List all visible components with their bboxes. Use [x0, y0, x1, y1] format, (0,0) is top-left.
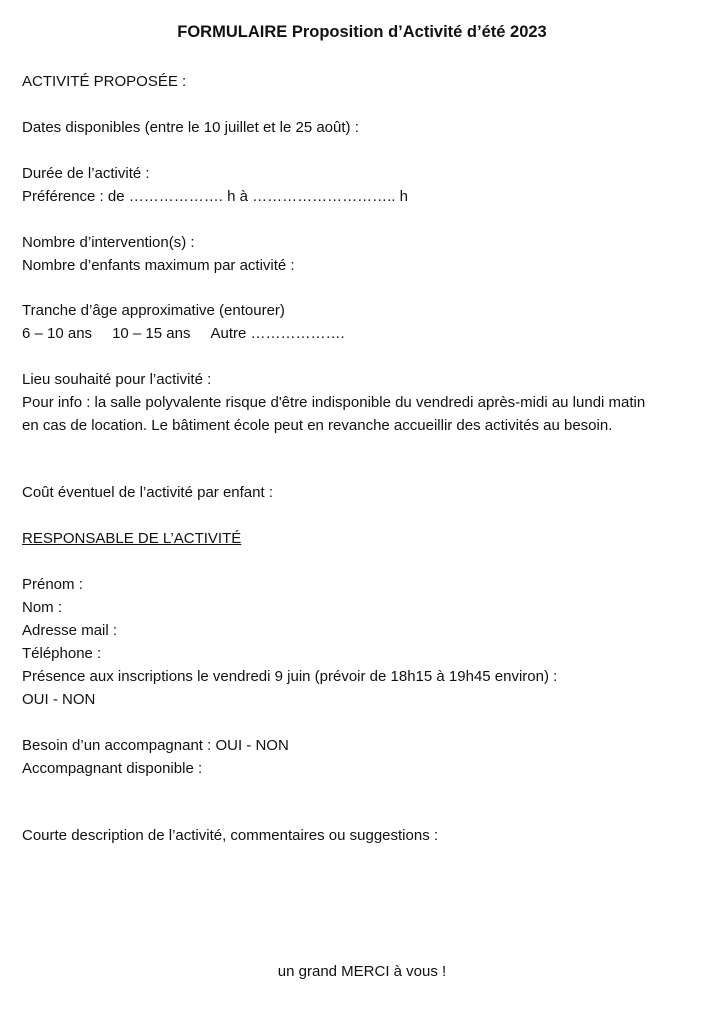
cout-label: Coût éventuel de l’activité par enfant :	[22, 484, 273, 501]
responsable-heading: RESPONSABLE DE L’ACTIVITÉ	[22, 530, 242, 547]
nom-label: Nom :	[22, 599, 63, 616]
prenom-label: Prénom :	[22, 576, 83, 593]
telephone-label: Téléphone :	[22, 645, 102, 662]
accompagnant-disponible-label: Accompagnant disponible :	[22, 760, 203, 777]
lieu-label: Lieu souhaité pour l’activité :	[22, 371, 212, 388]
age-option-6-10: 6 – 10 ans	[22, 325, 93, 342]
activite-proposee-label: ACTIVITÉ PROPOSÉE :	[22, 73, 187, 90]
info-line-2: en cas de location. Le bâtiment école peut en revanche accueillir des activités au besoin.	[22, 417, 613, 434]
tranche-age-label: Tranche d’âge approximative (entourer)	[22, 302, 285, 319]
merci-text: un grand MERCI à vous !	[277, 963, 447, 980]
adresse-mail-label: Adresse mail :	[22, 622, 118, 639]
age-options-row	[22, 323, 345, 345]
page-title: FORMULAIRE Proposition d’Activité d’été 2023	[177, 23, 547, 41]
besoin-accompagnant-label: Besoin d’un accompagnant : OUI - NON	[22, 737, 289, 754]
description-label: Courte description de l’activité, commentaires ou suggestions :	[22, 827, 439, 844]
duree-label: Durée de l’activité :	[22, 165, 150, 182]
dates-label: Dates disponibles (entre le 10 juillet et le 25 août) :	[22, 119, 359, 136]
info-line-1: Pour info : la salle polyvalente risque d'être indisponible du vendredi après-midi au lundi matin	[22, 394, 646, 411]
nombre-enfants-label: Nombre d’enfants maximum par activité :	[22, 257, 295, 274]
age-option-10-15: 10 – 15 ans	[112, 325, 191, 342]
age-option-autre: Autre ……………….	[210, 325, 345, 342]
presence-choice: OUI - NON	[22, 691, 96, 708]
preference-label: Préférence : de ………………. h à ……………………….. h	[22, 188, 408, 205]
presence-label: Présence aux inscriptions le vendredi 9 juin (prévoir de 18h15 à 19h45 environ) :	[22, 668, 558, 685]
nombre-interventions-label: Nombre d’intervention(s) :	[22, 234, 195, 251]
